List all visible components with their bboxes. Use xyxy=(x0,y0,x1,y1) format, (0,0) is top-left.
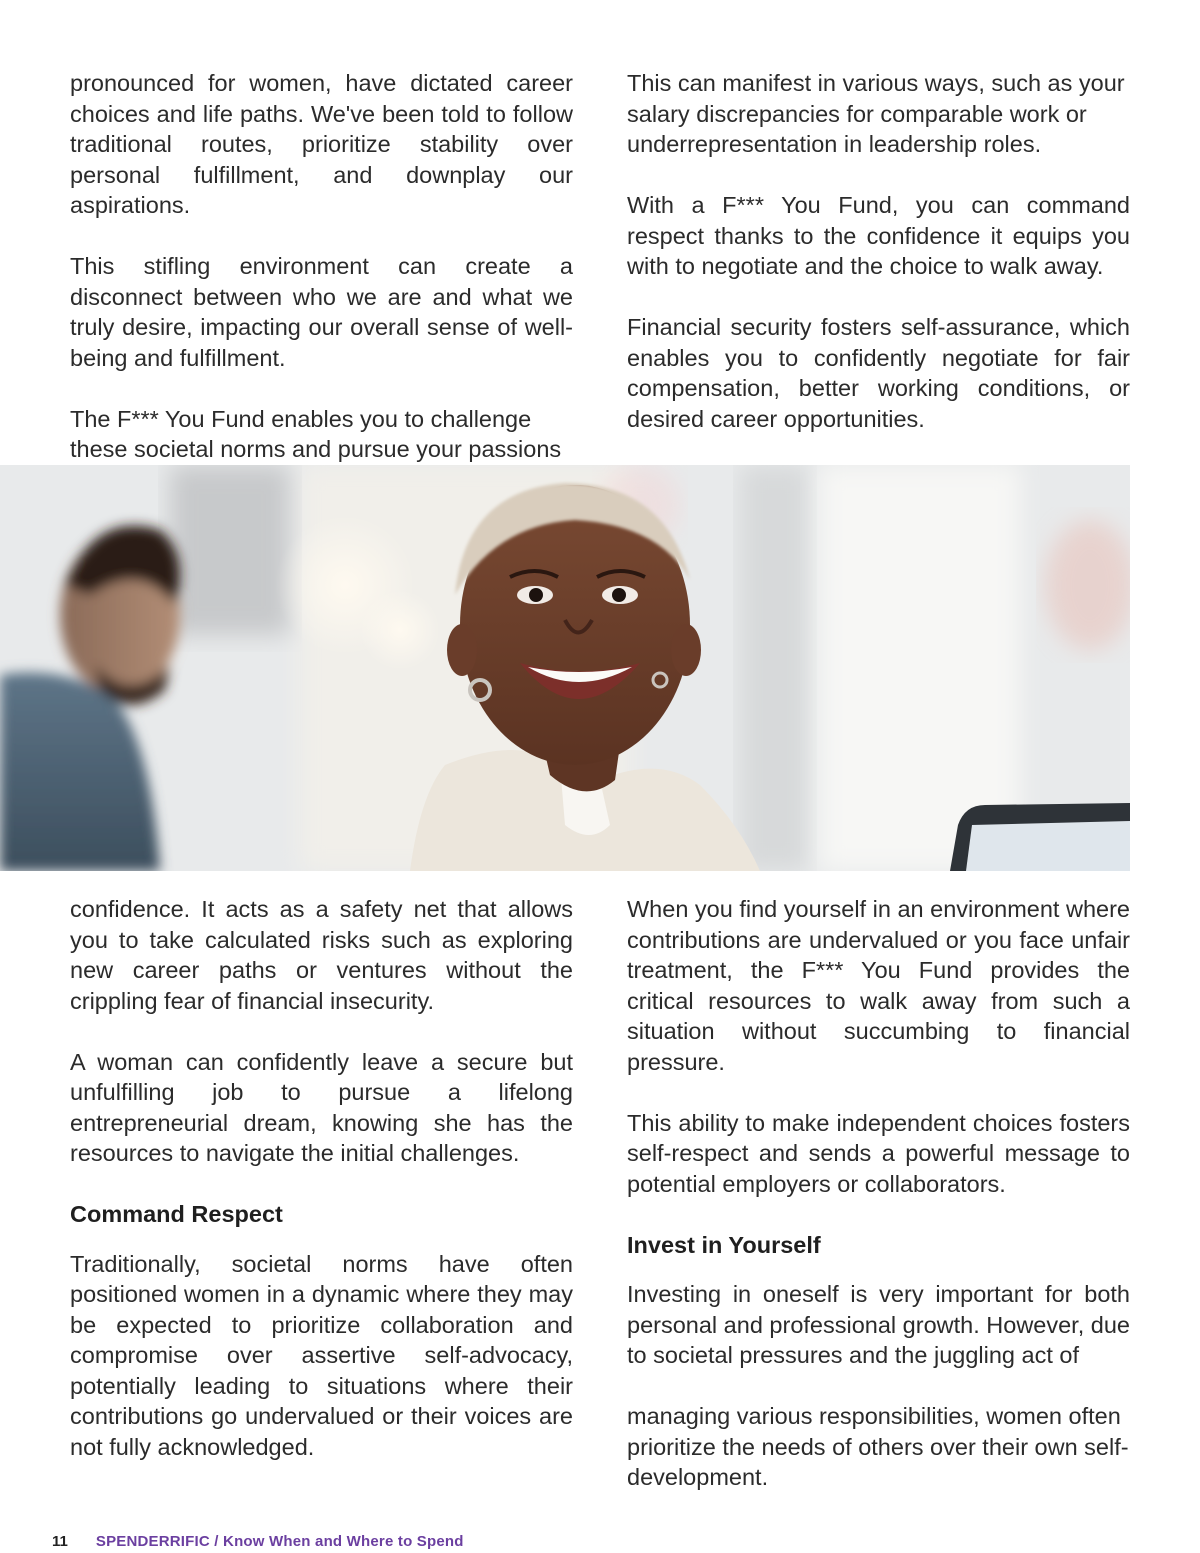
paragraph: Financial security fosters self-assurance, which enables you to confidently negotiate for fair compensation, better working conditions, or desired career opportunities. xyxy=(627,314,1130,432)
section-heading: Invest in Yourself xyxy=(627,1231,821,1258)
page-number: 11 xyxy=(52,1533,68,1550)
running-title: SPENDERRIFIC / Know When and Where to Spend xyxy=(95,1533,464,1550)
paragraph: This ability to make independent choices fosters self-respect and sends a powerful message to potential employers or collaborators. xyxy=(627,1109,1130,1197)
top-left-column xyxy=(70,68,573,495)
bottom-left-column xyxy=(70,894,573,1462)
paragraph: pronounced for women, have dictated career choices and life paths. We've been told to follow traditional routes, prioritize stability over personal fulfillment, and downplay our aspirations. xyxy=(70,70,573,218)
section-heading: Command Respect xyxy=(70,1201,283,1227)
paragraph: When you find yourself in an environment where contributions are undervalued or you face unfair treatment, the F*** You Fund provides the critical resources to walk away from such a situation without succumbing to financial pressure. xyxy=(627,896,1130,1075)
paragraph: confidence. It acts as a safety net that allows you to take calculated risks such as exploring new career paths or ventures without the crippling fear of financial insecurity. xyxy=(70,896,573,1014)
office-photo xyxy=(0,465,1130,871)
paragraph: The F*** You Fund enables you to challenge these societal norms and pursue your passions xyxy=(70,405,562,462)
paragraph: This stifling environment can create a disconnect between who we are and what we truly desire, impacting our overall sense of well-being and fulfillment. xyxy=(70,253,573,371)
top-right-column xyxy=(627,68,1130,434)
bottom-right-column xyxy=(627,894,1130,1493)
paragraph: Investing in oneself is very important for both personal and professional growth. However, due to societal pressures and the juggling act of xyxy=(627,1281,1130,1368)
paragraph: managing various responsibilities, women often prioritize the needs of others over their own self-development. xyxy=(627,1403,1129,1490)
paragraph: A woman can confidently leave a secure but unfulfilling job to pursue a lifelong entrepreneurial dream, knowing she has the resources to navigate the initial challenges. xyxy=(70,1048,573,1166)
page-footer xyxy=(52,1533,464,1551)
paragraph: Traditionally, societal norms have often positioned women in a dynamic where they may be expected to prioritize collaboration and compromise over assertive self-advocacy, potentially leading to situations where their contributions go undervalued or their voices are not fully acknowledged. xyxy=(70,1250,573,1460)
paragraph: With a F*** You Fund, you can command respect thanks to the confidence it equips you with to negotiate and the choice to walk away. xyxy=(627,192,1130,279)
paragraph: This can manifest in various ways, such as your salary discrepancies for comparable work or underrepresentation in leadership roles. xyxy=(627,70,1125,157)
